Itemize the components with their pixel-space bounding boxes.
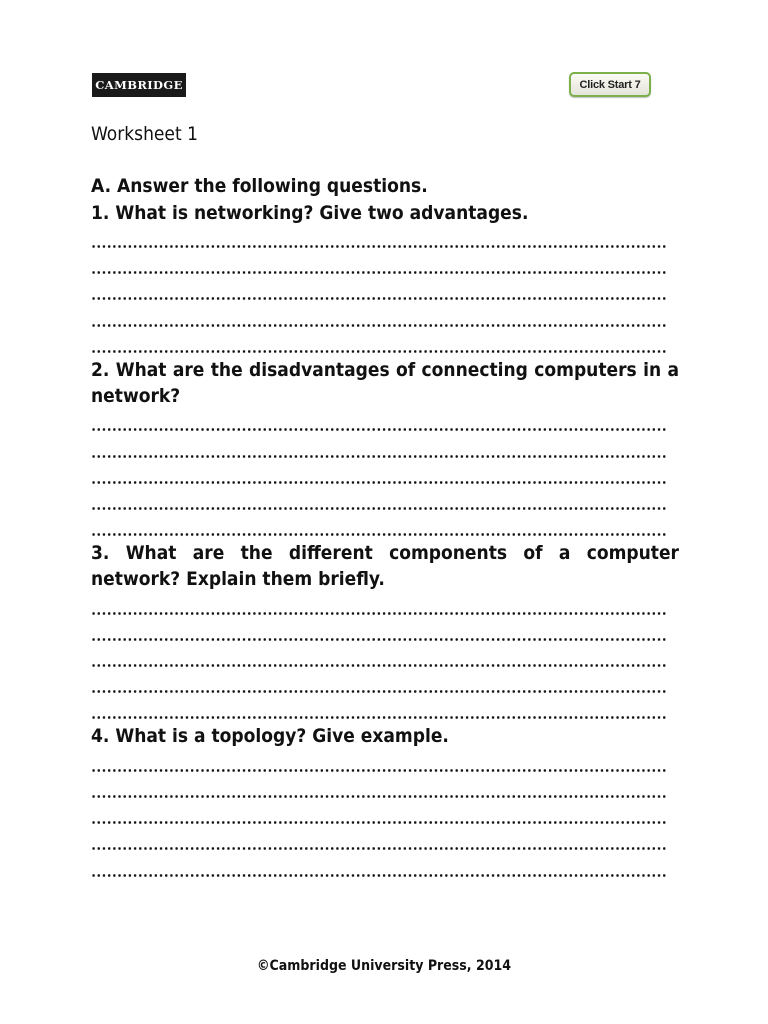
answer-line[interactable] bbox=[91, 592, 666, 618]
answer-line[interactable] bbox=[91, 462, 666, 488]
answer-line[interactable] bbox=[91, 619, 666, 645]
answer-line[interactable] bbox=[91, 409, 666, 435]
answer-line[interactable] bbox=[91, 776, 666, 802]
answer-line[interactable] bbox=[91, 278, 666, 304]
answer-line[interactable] bbox=[91, 828, 666, 854]
answer-line[interactable] bbox=[91, 750, 666, 776]
answer-line[interactable] bbox=[91, 331, 666, 357]
section-heading: A. Answer the following questions. bbox=[91, 175, 428, 198]
answer-line[interactable] bbox=[91, 514, 666, 540]
question-3: 3. What are the different components of a computer network? Explain them briefly. bbox=[91, 542, 679, 591]
worksheet-content bbox=[91, 121, 679, 881]
answer-line[interactable] bbox=[91, 697, 666, 723]
cambridge-logo: CAMBRIDGE bbox=[92, 73, 186, 97]
answer-line[interactable] bbox=[91, 226, 666, 252]
question-4: 4. What is a topology? Give example. bbox=[91, 725, 449, 748]
copyright-footer: ©Cambridge University Press, 2014 bbox=[256, 958, 512, 974]
answer-line[interactable] bbox=[91, 671, 666, 697]
question-2: 2. What are the disadvantages of connecting computers in a network? bbox=[91, 358, 679, 407]
worksheet-title: Worksheet 1 bbox=[91, 123, 198, 145]
answer-line[interactable] bbox=[91, 802, 666, 828]
answer-line[interactable] bbox=[91, 854, 666, 880]
answer-line[interactable] bbox=[91, 304, 666, 330]
question-1: 1. What is networking? Give two advantages. bbox=[91, 201, 529, 224]
answer-line[interactable] bbox=[91, 488, 666, 514]
answer-line[interactable] bbox=[91, 435, 666, 461]
click-start-badge: Click Start 7 bbox=[569, 72, 651, 97]
answer-line[interactable] bbox=[91, 252, 666, 278]
answer-line[interactable] bbox=[91, 645, 666, 671]
